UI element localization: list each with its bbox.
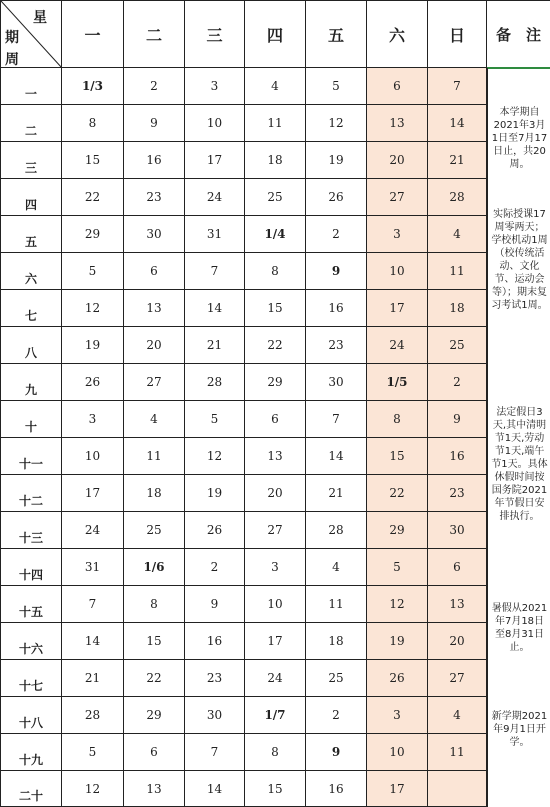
day-cell: 11 bbox=[306, 586, 367, 623]
day-cell: 9 bbox=[306, 253, 367, 290]
day-cell: 2 bbox=[124, 68, 185, 105]
week-label-cell: 十 bbox=[0, 401, 62, 438]
day-cell: 1/7 bbox=[245, 697, 306, 734]
day-cell: 27 bbox=[428, 660, 487, 697]
day-cell: 18 bbox=[124, 475, 185, 512]
day-cell: 20 bbox=[428, 623, 487, 660]
day-cell: 10 bbox=[185, 105, 245, 142]
week-label-cell: 十四 bbox=[0, 549, 62, 586]
day-cell: 5 bbox=[62, 253, 124, 290]
day-cell: 17 bbox=[185, 142, 245, 179]
day-cell: 24 bbox=[245, 660, 306, 697]
day-cell: 10 bbox=[245, 586, 306, 623]
day-cell: 28 bbox=[306, 512, 367, 549]
day-cell: 3 bbox=[185, 68, 245, 105]
day-cell: 22 bbox=[367, 475, 428, 512]
day-cell: 2 bbox=[306, 216, 367, 253]
day-cell: 3 bbox=[62, 401, 124, 438]
note-new-term: 新学期2021年9月1日开学。 bbox=[491, 711, 548, 748]
day-cell: 22 bbox=[62, 179, 124, 216]
week-label-cell: 十六 bbox=[0, 623, 62, 660]
day-cell: 30 bbox=[428, 512, 487, 549]
day-cell: 5 bbox=[185, 401, 245, 438]
note-teaching-weeks: 实际授课17周零两天；学校机动1周（校传统活动、文化节、运动会等）；期末复习考试1周。 bbox=[491, 209, 548, 311]
day-cell: 2 bbox=[306, 697, 367, 734]
week-label-cell: 五 bbox=[0, 216, 62, 253]
day-cell: 11 bbox=[428, 253, 487, 290]
day-cell: 15 bbox=[245, 290, 306, 327]
day-cell: 27 bbox=[124, 364, 185, 401]
day-cell: 24 bbox=[367, 327, 428, 364]
day-cell bbox=[428, 771, 487, 807]
day-cell: 14 bbox=[428, 105, 487, 142]
day-cell: 23 bbox=[428, 475, 487, 512]
day-cell: 13 bbox=[367, 105, 428, 142]
week-label-cell: 十一 bbox=[0, 438, 62, 475]
day-cell: 28 bbox=[185, 364, 245, 401]
day-cell: 15 bbox=[367, 438, 428, 475]
day-cell: 13 bbox=[245, 438, 306, 475]
day-cell: 22 bbox=[245, 327, 306, 364]
day-header-7: 日 bbox=[428, 0, 487, 68]
day-cell: 20 bbox=[245, 475, 306, 512]
day-cell: 8 bbox=[367, 401, 428, 438]
day-cell: 26 bbox=[306, 179, 367, 216]
day-cell: 3 bbox=[245, 549, 306, 586]
day-cell: 17 bbox=[367, 290, 428, 327]
day-cell: 8 bbox=[62, 105, 124, 142]
day-header-1: 一 bbox=[62, 0, 124, 68]
day-cell: 10 bbox=[367, 253, 428, 290]
week-label-cell: 四 bbox=[0, 179, 62, 216]
day-cell: 27 bbox=[367, 179, 428, 216]
day-cell: 16 bbox=[185, 623, 245, 660]
day-cell: 1/4 bbox=[245, 216, 306, 253]
day-header-6: 六 bbox=[367, 0, 428, 68]
day-cell: 29 bbox=[367, 512, 428, 549]
day-cell: 25 bbox=[124, 512, 185, 549]
day-cell: 12 bbox=[306, 105, 367, 142]
day-cell: 26 bbox=[62, 364, 124, 401]
day-cell: 25 bbox=[428, 327, 487, 364]
day-cell: 25 bbox=[245, 179, 306, 216]
day-cell: 20 bbox=[124, 327, 185, 364]
day-cell: 26 bbox=[185, 512, 245, 549]
day-cell: 31 bbox=[62, 549, 124, 586]
day-header-3: 三 bbox=[185, 0, 245, 68]
week-label-cell: 八 bbox=[0, 327, 62, 364]
day-cell: 29 bbox=[124, 697, 185, 734]
day-cell: 12 bbox=[62, 771, 124, 807]
week-label-cell: 十九 bbox=[0, 734, 62, 771]
day-cell: 5 bbox=[306, 68, 367, 105]
day-cell: 17 bbox=[367, 771, 428, 807]
day-cell: 5 bbox=[367, 549, 428, 586]
day-cell: 9 bbox=[428, 401, 487, 438]
day-cell: 19 bbox=[62, 327, 124, 364]
day-cell: 21 bbox=[306, 475, 367, 512]
day-cell: 15 bbox=[62, 142, 124, 179]
day-cell: 30 bbox=[124, 216, 185, 253]
corner-label-xing: 星 bbox=[33, 10, 47, 26]
day-cell: 19 bbox=[185, 475, 245, 512]
day-cell: 14 bbox=[62, 623, 124, 660]
week-label-cell: 九 bbox=[0, 364, 62, 401]
day-header-5: 五 bbox=[306, 0, 367, 68]
day-cell: 11 bbox=[124, 438, 185, 475]
day-cell: 11 bbox=[245, 105, 306, 142]
day-cell: 10 bbox=[367, 734, 428, 771]
day-cell: 17 bbox=[245, 623, 306, 660]
day-cell: 19 bbox=[306, 142, 367, 179]
day-cell: 3 bbox=[367, 697, 428, 734]
day-cell: 6 bbox=[367, 68, 428, 105]
day-cell: 4 bbox=[428, 216, 487, 253]
remarks-header: 备 注 bbox=[487, 0, 550, 68]
day-cell: 8 bbox=[245, 253, 306, 290]
week-label-cell: 二十 bbox=[0, 771, 62, 807]
day-cell: 13 bbox=[124, 290, 185, 327]
day-cell: 21 bbox=[62, 660, 124, 697]
day-cell: 15 bbox=[245, 771, 306, 807]
week-label-cell: 七 bbox=[0, 290, 62, 327]
day-cell: 20 bbox=[367, 142, 428, 179]
day-cell: 4 bbox=[245, 68, 306, 105]
day-cell: 23 bbox=[306, 327, 367, 364]
remarks-column bbox=[487, 68, 550, 807]
day-cell: 26 bbox=[367, 660, 428, 697]
day-cell: 17 bbox=[62, 475, 124, 512]
day-cell: 28 bbox=[62, 697, 124, 734]
day-cell: 23 bbox=[124, 179, 185, 216]
day-cell: 4 bbox=[428, 697, 487, 734]
corner-header-cell bbox=[0, 0, 62, 68]
week-label-cell: 十二 bbox=[0, 475, 62, 512]
day-cell: 29 bbox=[62, 216, 124, 253]
note-term-dates: 本学期自2021年3月1日至7月17日止，共20周。 bbox=[491, 107, 548, 170]
day-cell: 5 bbox=[62, 734, 124, 771]
day-cell: 9 bbox=[185, 586, 245, 623]
day-cell: 2 bbox=[185, 549, 245, 586]
day-cell: 3 bbox=[367, 216, 428, 253]
day-cell: 7 bbox=[428, 68, 487, 105]
day-cell: 9 bbox=[124, 105, 185, 142]
day-cell: 1/5 bbox=[367, 364, 428, 401]
day-cell: 11 bbox=[428, 734, 487, 771]
day-cell: 21 bbox=[185, 327, 245, 364]
day-cell: 7 bbox=[62, 586, 124, 623]
day-cell: 24 bbox=[62, 512, 124, 549]
note-holidays: 法定假日3天,其中清明节1天,劳动节1天,端午节1天。具体休假时间按国务院2021年节假日安排执行。 bbox=[491, 407, 548, 522]
day-header-4: 四 bbox=[245, 0, 306, 68]
day-cell: 29 bbox=[245, 364, 306, 401]
day-cell: 7 bbox=[185, 734, 245, 771]
day-cell: 14 bbox=[185, 771, 245, 807]
day-cell: 16 bbox=[124, 142, 185, 179]
day-cell: 18 bbox=[306, 623, 367, 660]
note-summer-break: 暑假从2021年7月18日至8月31日止。 bbox=[491, 603, 548, 653]
week-label-cell: 六 bbox=[0, 253, 62, 290]
day-cell: 27 bbox=[245, 512, 306, 549]
day-cell: 9 bbox=[306, 734, 367, 771]
week-label-cell: 一 bbox=[0, 68, 62, 105]
day-cell: 1/6 bbox=[124, 549, 185, 586]
corner-label-zhou: 周 bbox=[5, 52, 19, 68]
day-cell: 6 bbox=[428, 549, 487, 586]
day-cell: 14 bbox=[306, 438, 367, 475]
day-cell: 25 bbox=[306, 660, 367, 697]
week-label-cell: 十三 bbox=[0, 512, 62, 549]
day-cell: 13 bbox=[428, 586, 487, 623]
day-cell: 14 bbox=[185, 290, 245, 327]
week-label-cell: 十八 bbox=[0, 697, 62, 734]
day-cell: 8 bbox=[124, 586, 185, 623]
week-label-cell: 二 bbox=[0, 105, 62, 142]
day-cell: 2 bbox=[428, 364, 487, 401]
day-cell: 10 bbox=[62, 438, 124, 475]
day-cell: 12 bbox=[62, 290, 124, 327]
day-cell: 4 bbox=[124, 401, 185, 438]
day-cell: 16 bbox=[306, 771, 367, 807]
week-label-cell: 十五 bbox=[0, 586, 62, 623]
day-cell: 12 bbox=[185, 438, 245, 475]
day-cell: 4 bbox=[306, 549, 367, 586]
day-cell: 6 bbox=[124, 734, 185, 771]
day-cell: 7 bbox=[185, 253, 245, 290]
day-cell: 16 bbox=[428, 438, 487, 475]
day-cell: 18 bbox=[245, 142, 306, 179]
day-cell: 30 bbox=[185, 697, 245, 734]
day-cell: 23 bbox=[185, 660, 245, 697]
day-cell: 6 bbox=[124, 253, 185, 290]
day-cell: 6 bbox=[245, 401, 306, 438]
day-cell: 18 bbox=[428, 290, 487, 327]
day-cell: 19 bbox=[367, 623, 428, 660]
day-cell: 12 bbox=[367, 586, 428, 623]
day-cell: 1/3 bbox=[62, 68, 124, 105]
day-cell: 8 bbox=[245, 734, 306, 771]
day-cell: 7 bbox=[306, 401, 367, 438]
day-cell: 30 bbox=[306, 364, 367, 401]
day-cell: 13 bbox=[124, 771, 185, 807]
day-cell: 31 bbox=[185, 216, 245, 253]
day-cell: 21 bbox=[428, 142, 487, 179]
corner-label-qi: 期 bbox=[5, 30, 19, 46]
day-cell: 22 bbox=[124, 660, 185, 697]
day-header-2: 二 bbox=[124, 0, 185, 68]
week-label-cell: 十七 bbox=[0, 660, 62, 697]
week-label-cell: 三 bbox=[0, 142, 62, 179]
day-cell: 15 bbox=[124, 623, 185, 660]
day-cell: 28 bbox=[428, 179, 487, 216]
day-cell: 16 bbox=[306, 290, 367, 327]
day-cell: 24 bbox=[185, 179, 245, 216]
